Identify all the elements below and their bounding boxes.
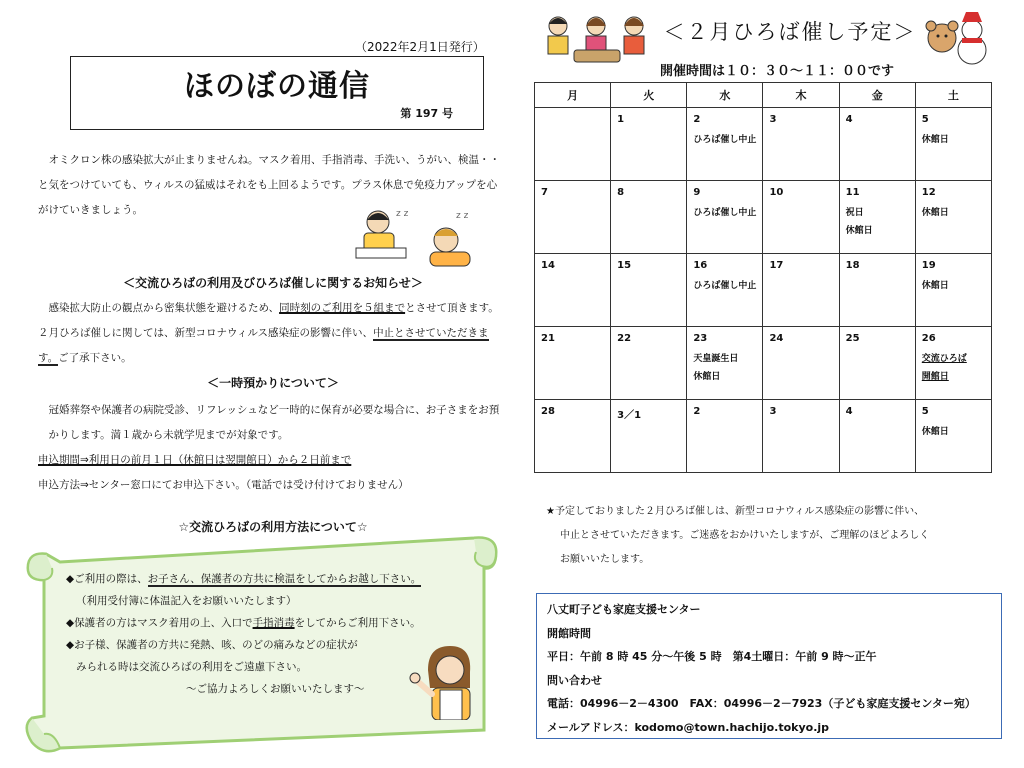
rule-thanks: ～ご協力よろしくお願いいたします～ bbox=[186, 683, 365, 695]
calendar-day-number: 1 bbox=[617, 114, 625, 125]
contact-email: メールアドレス：kodomo@town.hachijo.tokyo.jp bbox=[547, 720, 830, 734]
childcare-line-1: 冠婚葬祭や保護者の病院受診、リフレッシュなど一時的に保育が必要な場合に、お子さまをお預かりします。満１歳から未就学児までが対象です。 bbox=[48, 404, 500, 441]
calendar-day-note: 休館日 bbox=[921, 281, 949, 291]
resting-people-illustration bbox=[346, 200, 486, 270]
calendar-day-number: 19 bbox=[921, 260, 936, 271]
calendar-day-cell bbox=[687, 327, 763, 400]
section-childcare-heading: ＜一時預かりについて＞ bbox=[207, 376, 339, 390]
calendar-day-number: 15 bbox=[617, 260, 632, 271]
issue-number: 第 197 号 bbox=[400, 107, 453, 120]
contact-inquiry-label: 問い合わせ bbox=[547, 673, 602, 687]
contact-box bbox=[536, 593, 1002, 739]
calendar-day-cell bbox=[839, 327, 915, 400]
calendar-day-cell bbox=[535, 400, 611, 473]
calendar-day-number: 3 bbox=[769, 114, 777, 125]
calendar-day-number: 22 bbox=[617, 333, 632, 344]
calendar-day-note: ひろば催し中止 bbox=[693, 281, 757, 291]
calendar-day-cell bbox=[611, 327, 687, 400]
calendar-day-number: 26 bbox=[921, 333, 936, 344]
notice-line-2: 中止とさせていただきます。ご迷惑をおかけいたしますが、ご理解のほどよろしく bbox=[560, 530, 930, 541]
calendar-day-number: 7 bbox=[541, 187, 548, 198]
calendar-day-cell bbox=[915, 327, 991, 400]
calendar-day-cell bbox=[535, 254, 611, 327]
weekday-fri: 金 bbox=[839, 83, 915, 108]
calendar-day-number: 2 bbox=[693, 406, 701, 417]
newsletter-title: ほのぼの通信 bbox=[184, 69, 370, 104]
calendar-day-number: 4 bbox=[845, 406, 853, 417]
section-exchange-heading: ＜交流ひろばの利用及びひろば催しに関するお知らせ＞ bbox=[123, 276, 423, 290]
calendar-day-number: 2 bbox=[693, 114, 701, 125]
calendar-day-note: ひろば催し中止 bbox=[693, 135, 757, 145]
section-exchange-paragraph bbox=[38, 296, 504, 371]
exchange-text-2: とさせて頂きます。２月ひろば催しに関しては、新型コロナウィルス感染症の影響に伴い、 bbox=[38, 302, 499, 339]
calendar-day-note: 休館日 bbox=[921, 208, 949, 218]
event-hours: 開催時間は１０：３０～１１：００です bbox=[660, 64, 895, 79]
calendar-day-number: 3／1 bbox=[617, 410, 642, 421]
svg-text:z z: z z bbox=[396, 209, 409, 219]
title-box bbox=[70, 56, 484, 130]
calendar-day-cell bbox=[535, 108, 611, 181]
calendar-day-number: 11 bbox=[845, 187, 860, 198]
calendar-day-cell bbox=[839, 108, 915, 181]
calendar-day-number: 28 bbox=[541, 406, 555, 417]
calendar-day-note: 祝日 休館日 bbox=[845, 208, 873, 236]
calendar-day-cell bbox=[687, 254, 763, 327]
calendar-day-cell bbox=[763, 181, 839, 254]
calendar-day-note: ひろば催し中止 bbox=[693, 208, 757, 218]
notice-line-1: ★予定しておりました２月ひろば催しは、新型コロナウィルス感染症の影響に伴い、 bbox=[546, 506, 925, 517]
calendar-week-row bbox=[535, 254, 992, 327]
calendar-day-cell bbox=[915, 181, 991, 254]
calendar-day-number: 25 bbox=[845, 333, 860, 344]
waving-girl-illustration bbox=[408, 640, 484, 720]
notice-line-3: お願いいたします。 bbox=[560, 554, 650, 565]
calendar-day-number: 21 bbox=[541, 333, 555, 344]
contact-phone: 電話：04996－2－4300 FAX：04996－2－7923（子ども家庭支援センター宛） bbox=[547, 697, 976, 710]
calendar-week-row bbox=[535, 181, 992, 254]
childcare-period bbox=[38, 448, 504, 473]
calendar-day-cell bbox=[763, 400, 839, 473]
calendar-day-cell bbox=[763, 254, 839, 327]
rule-1-underline: お子さん、保護者の方共に検温をしてからお越し下さい。 bbox=[147, 573, 422, 585]
issue-date: （2022年2月1日発行） bbox=[355, 40, 485, 54]
calendar-body bbox=[535, 108, 992, 473]
weekday-tue: 火 bbox=[611, 83, 687, 108]
section-childcare-paragraph bbox=[38, 398, 504, 498]
rule-4: ◆お子様、保護者の方共に発熱、咳、のどの痛みなどの症状が bbox=[66, 639, 358, 651]
calendar-day-cell bbox=[915, 108, 991, 181]
calendar-day-number: 3 bbox=[769, 406, 777, 417]
rule-1 bbox=[66, 568, 486, 590]
contact-org: 八丈町子ども家庭支援センター bbox=[547, 603, 701, 616]
calendar-week-row bbox=[535, 400, 992, 473]
calendar-day-number: 14 bbox=[541, 260, 555, 271]
calendar-day-note: 休館日 bbox=[921, 427, 949, 437]
calendar-day-cell bbox=[611, 108, 687, 181]
calendar-week-row bbox=[535, 108, 992, 181]
calendar-day-cell bbox=[611, 400, 687, 473]
weekday-mon: 月 bbox=[535, 83, 611, 108]
calendar-day-cell bbox=[687, 108, 763, 181]
exchange-text-1: 感染拡大防止の観点から密集状態を避けるため、 bbox=[48, 302, 280, 314]
rule-3-lead: ◆保護者の方はマスク着用の上、入口で bbox=[66, 617, 253, 629]
rule-2: （利用受付簿に体温記入をお願いいたします） bbox=[76, 595, 297, 607]
svg-text:z z: z z bbox=[456, 211, 469, 221]
rule-1-lead: ◆ご利用の際は、 bbox=[66, 573, 148, 585]
calendar-day-cell bbox=[763, 108, 839, 181]
weekday-sat: 土 bbox=[915, 83, 991, 108]
calendar-day-cell bbox=[611, 254, 687, 327]
calendar-day-number: 8 bbox=[617, 187, 625, 198]
childcare-period-text: 申込期間⇒利用日の前月１日（休館日は翌開館日）から２日前まで bbox=[38, 454, 352, 466]
exchange-underline-1: 同時刻のご利用を５組まで bbox=[279, 302, 406, 314]
weekday-thu: 木 bbox=[763, 83, 839, 108]
calendar-day-number: 17 bbox=[769, 260, 784, 271]
calendar-day-number: 4 bbox=[845, 114, 853, 125]
calendar-day-note: 休館日 bbox=[921, 135, 949, 145]
contact-hours: 平日：午前 8 時 45 分～午後 5 時 第4土曜日：午前 9 時～正午 bbox=[547, 650, 877, 663]
calendar-day-note: 天皇誕生日 休館日 bbox=[693, 354, 739, 382]
calendar-week-row bbox=[535, 327, 992, 400]
calendar-day-note: 交流ひろば 開館日 bbox=[921, 354, 967, 382]
calendar-day-cell bbox=[839, 400, 915, 473]
bear-snowman-illustration bbox=[920, 8, 992, 68]
calendar-day-cell bbox=[687, 400, 763, 473]
calendar-header-row bbox=[535, 83, 992, 108]
calendar-day-cell bbox=[839, 181, 915, 254]
intro-paragraph: オミクロン株の感染拡大が止まりませんね。マスク着用、手指消毒、手洗い、うがい、検温・・と気をつけていても、ウィルスの猛威はそれをも上回るようです。プラス休息で免疫力アップを心がけていきましょう。 bbox=[38, 154, 500, 216]
cancellation-notice bbox=[546, 500, 998, 572]
calendar-table bbox=[534, 82, 992, 473]
calendar-day-number: 9 bbox=[693, 187, 701, 198]
calendar-day-cell bbox=[839, 254, 915, 327]
rule-5: みられる時は交流ひろばの利用をご遠慮下さい。 bbox=[76, 661, 307, 673]
calendar-day-cell bbox=[611, 181, 687, 254]
three-people-illustration bbox=[538, 12, 656, 68]
calendar-day-number: 10 bbox=[769, 187, 784, 198]
weekday-wed: 水 bbox=[687, 83, 763, 108]
calendar-day-number: 12 bbox=[921, 187, 936, 198]
section-usage-heading: ☆交流ひろばの利用方法について☆ bbox=[178, 520, 368, 534]
calendar-day-cell bbox=[535, 327, 611, 400]
rule-3 bbox=[66, 612, 486, 634]
calendar-day-number: 24 bbox=[769, 333, 784, 344]
calendar-day-number: 5 bbox=[921, 114, 929, 125]
childcare-method: 申込方法⇒センター窓口にてお申込下さい。（電話では受け付けておりません） bbox=[38, 479, 409, 491]
calendar-day-cell bbox=[915, 400, 991, 473]
calendar-day-cell bbox=[687, 181, 763, 254]
calendar-day-number: 18 bbox=[845, 260, 860, 271]
calendar-day-cell bbox=[535, 181, 611, 254]
rule-3-tail: をしてからご利用下さい。 bbox=[294, 617, 421, 629]
rule-3-underline: 手指消毒 bbox=[252, 617, 295, 629]
calendar-day-cell bbox=[763, 327, 839, 400]
calendar-title: ＜２月ひろば催し予定＞ bbox=[663, 20, 917, 44]
calendar-day-number: 5 bbox=[921, 406, 929, 417]
exchange-underline-2: 中止とさせていただきます。 bbox=[38, 327, 489, 364]
calendar-day-number: 23 bbox=[693, 333, 708, 344]
exchange-text-3: ご了承下さい。 bbox=[58, 352, 132, 364]
calendar-day-number: 16 bbox=[693, 260, 708, 271]
contact-hours-label: 開館時間 bbox=[547, 626, 591, 640]
calendar-day-cell bbox=[915, 254, 991, 327]
